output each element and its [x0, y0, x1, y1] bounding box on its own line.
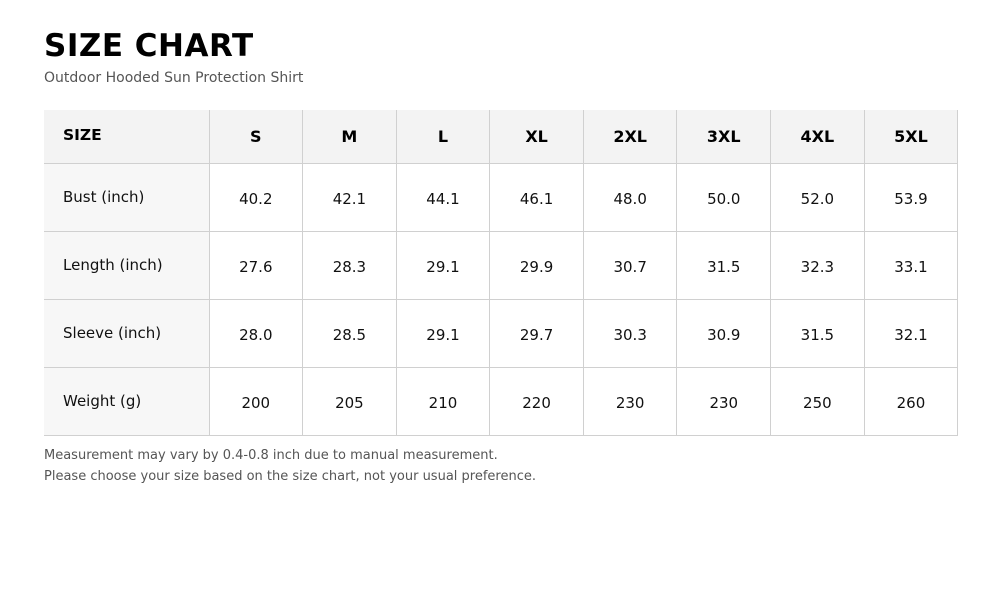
table-cell: 30.3 [583, 300, 677, 368]
row-label: Weight (g) [44, 368, 209, 436]
table-cell: 42.1 [303, 164, 397, 232]
table-cell: 40.2 [209, 164, 303, 232]
size-header-s: S [209, 110, 303, 164]
size-header-xl: XL [490, 110, 584, 164]
table-cell: 30.9 [677, 300, 771, 368]
table-cell: 32.1 [864, 300, 958, 368]
measurement-notes [44, 445, 536, 487]
table-cell: 52.0 [771, 164, 865, 232]
table-row-bust [44, 164, 958, 232]
table-cell: 27.6 [209, 232, 303, 300]
table-cell: 28.0 [209, 300, 303, 368]
size-corner-label: SIZE [44, 110, 209, 164]
table-cell: 28.3 [303, 232, 397, 300]
row-label: Bust (inch) [44, 164, 209, 232]
table-row-sleeve [44, 300, 958, 368]
table-cell: 200 [209, 368, 303, 436]
size-header-5xl: 5XL [864, 110, 958, 164]
table-cell: 33.1 [864, 232, 958, 300]
table-cell: 50.0 [677, 164, 771, 232]
size-header-2xl: 2XL [583, 110, 677, 164]
table-cell: 210 [396, 368, 490, 436]
size-header-m: M [303, 110, 397, 164]
measurement-note-line-2: Please choose your size based on the size chart, not your usual preference. [44, 469, 536, 484]
product-subtitle: Outdoor Hooded Sun Protection Shirt [44, 70, 304, 86]
page-title: SIZE CHART [44, 28, 254, 64]
table-cell: 205 [303, 368, 397, 436]
table-cell: 220 [490, 368, 584, 436]
row-label: Length (inch) [44, 232, 209, 300]
table-cell: 48.0 [583, 164, 677, 232]
table-cell: 28.5 [303, 300, 397, 368]
size-header-3xl: 3XL [677, 110, 771, 164]
table-cell: 29.9 [490, 232, 584, 300]
table-cell: 30.7 [583, 232, 677, 300]
size-header-4xl: 4XL [771, 110, 865, 164]
table-cell: 29.1 [396, 232, 490, 300]
table-cell: 46.1 [490, 164, 584, 232]
table-cell: 31.5 [771, 300, 865, 368]
table-cell: 230 [677, 368, 771, 436]
table-header-row [44, 110, 958, 164]
table-cell: 260 [864, 368, 958, 436]
measurement-note-line-1: Measurement may vary by 0.4-0.8 inch due to manual measurement. [44, 448, 498, 463]
table-row-length [44, 232, 958, 300]
table-cell: 29.1 [396, 300, 490, 368]
table-cell: 31.5 [677, 232, 771, 300]
table-row-weight [44, 368, 958, 436]
size-header-l: L [396, 110, 490, 164]
table-cell: 250 [771, 368, 865, 436]
table-cell: 32.3 [771, 232, 865, 300]
table-cell: 230 [583, 368, 677, 436]
table-cell: 44.1 [396, 164, 490, 232]
table-cell: 29.7 [490, 300, 584, 368]
size-table [44, 110, 958, 436]
table-cell: 53.9 [864, 164, 958, 232]
row-label: Sleeve (inch) [44, 300, 209, 368]
